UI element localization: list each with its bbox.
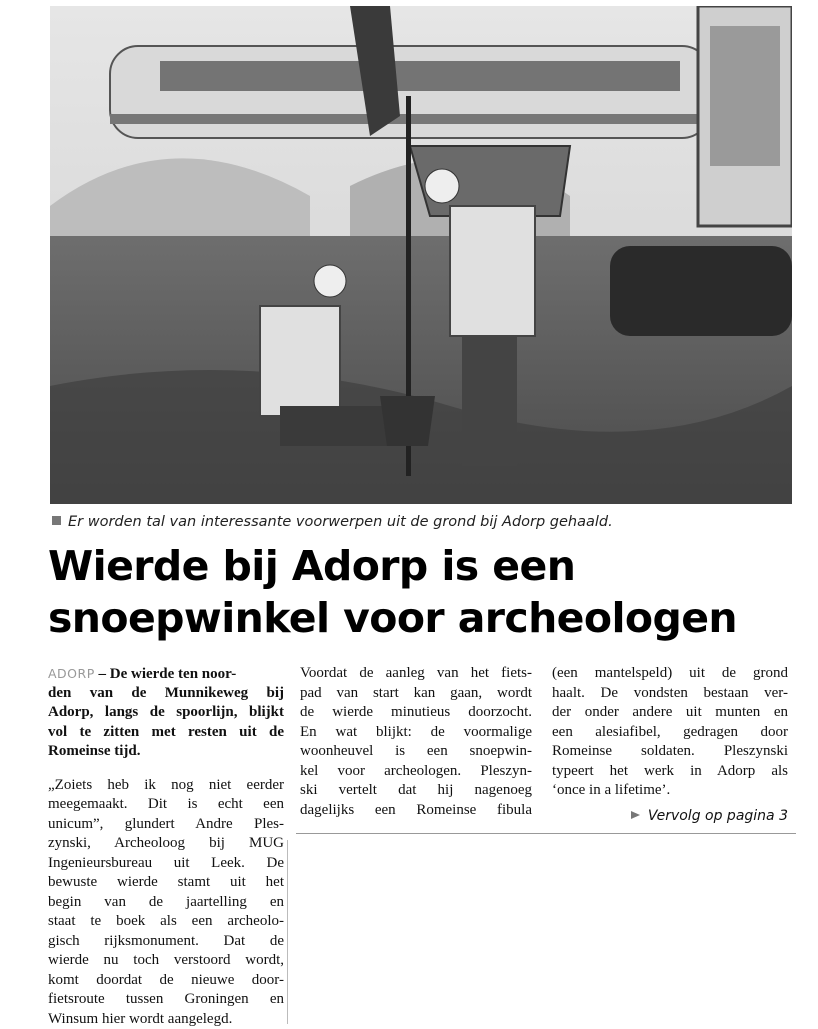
lead-line: Romeinse tijd.: [48, 742, 284, 762]
body-line: fietsroute tussen Groningen en: [48, 990, 284, 1010]
continued-on-page-link[interactable]: [552, 807, 788, 827]
body-line: woonheuvel is een snoepwin-: [300, 742, 532, 762]
caption-text: Er worden tal van interessante voorwerpen uit de grond bij Adorp gehaald.: [68, 514, 613, 530]
body-line: haalt. De vondsten bestaan ver-: [552, 684, 788, 704]
body-line: zynski, Archeoloog bij MUG: [48, 834, 284, 854]
body-line: komt doordat de nieuwe door-: [48, 971, 284, 991]
arrow-right-icon: [631, 811, 640, 819]
body-line: der onder andere uit munten en: [552, 703, 788, 723]
body-line: „Zoiets heb ik nog niet eerder: [48, 776, 284, 796]
body-line: ‘once in a lifetime’.: [552, 781, 788, 801]
body-line: begin van de jaartelling en: [48, 893, 284, 913]
body-line: bewuste wierde stamt uit het: [48, 873, 284, 893]
body-line: pad van start kan gaan, wordt: [300, 684, 532, 704]
continued-text: Vervolg op pagina 3: [648, 808, 788, 824]
article-column-2: [300, 664, 532, 820]
headline-line-2: snoepwinkel voor archeologen: [48, 592, 798, 644]
body-line: Voordat de aanleg van het fiets-: [300, 664, 532, 684]
body-line: kel voor archeologen. Pleszyn-: [300, 762, 532, 782]
body-line: de wierde minutieus doorzocht.: [300, 703, 532, 723]
body-line: Winsum hier wordt aangelegd.: [48, 1010, 284, 1029]
body-line: wierde nu toch verstoord wordt,: [48, 951, 284, 971]
body-line: een alesiafibel, gedragen door: [552, 723, 788, 743]
lead-line: den van de Munnikeweg bij: [48, 684, 284, 704]
body-line: typeert het werk in Adorp als: [552, 762, 788, 782]
body-line: ski vertelt dat hij nagenoeg: [300, 781, 532, 801]
body-line: Romeinse soldaten. Pleszynski: [552, 742, 788, 762]
body-line: Ingenieursbureau uit Leek. De: [48, 854, 284, 874]
lead-line: vol te zitten met resten uit de: [48, 723, 284, 743]
column-divider: [287, 840, 288, 1024]
photo-illustration: [50, 6, 792, 504]
body-line: (een mantelspeld) uit de grond: [552, 664, 788, 684]
body-line: meegemaakt. Dit is echt een: [48, 795, 284, 815]
article-photo: [50, 6, 792, 504]
lead-line: ADORP – De wierde ten noor-: [48, 664, 284, 684]
body-line: dagelijks een Romeinse fibula: [300, 801, 532, 821]
article-column-1: [48, 664, 284, 1029]
photo-caption: [52, 514, 792, 530]
body-line: En wat blijkt: de voormalige: [300, 723, 532, 743]
headline: [48, 540, 798, 644]
body-line: staat te boek als een archeolo-: [48, 912, 284, 932]
caption-marker-icon: [52, 516, 61, 525]
article-column-3: [552, 664, 788, 826]
body-line: gisch rijksmonument. Dat de: [48, 932, 284, 952]
lead-line: Adorp, langs de spoorlijn, blijkt: [48, 703, 284, 723]
body-line: unicum”, glundert Andre Ples-: [48, 815, 284, 835]
article-bottom-rule: [296, 833, 796, 834]
headline-line-1: Wierde bij Adorp is een: [48, 540, 798, 592]
dateline: ADORP: [48, 666, 95, 681]
